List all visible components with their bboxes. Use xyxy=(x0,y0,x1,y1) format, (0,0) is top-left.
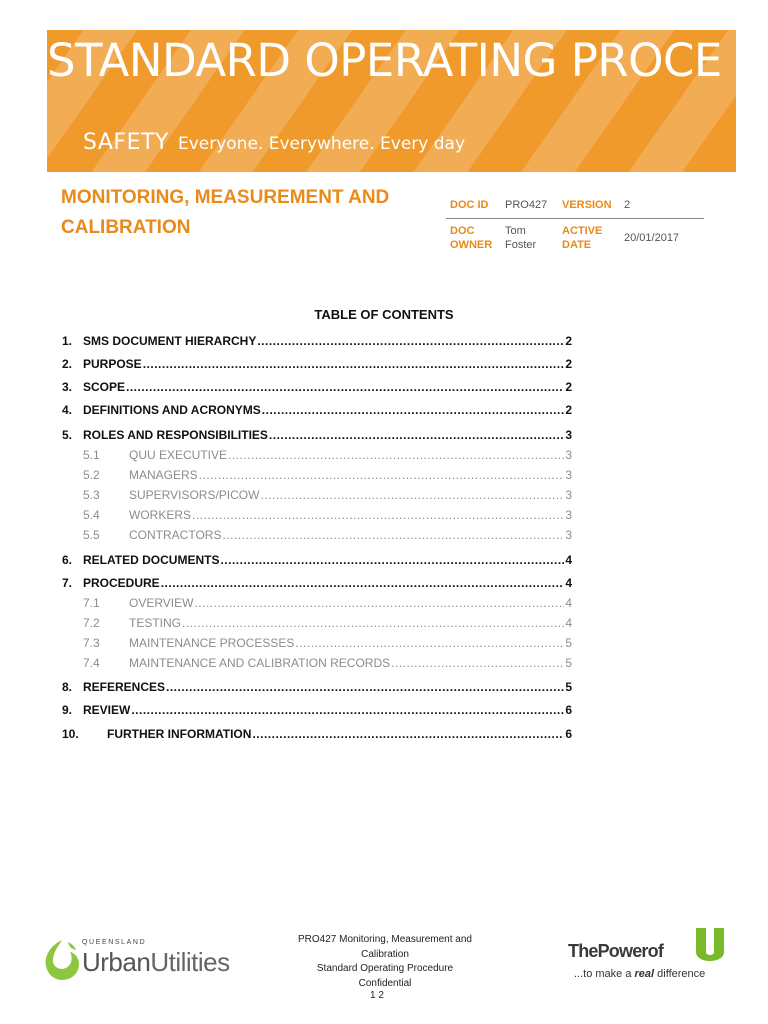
power-of-u-logo xyxy=(566,928,726,984)
active-date-label-1: ACTIVE xyxy=(562,225,603,237)
toc-entry[interactable] xyxy=(62,357,572,373)
header-banner xyxy=(47,30,736,172)
qu-logo-urban: Urban xyxy=(82,947,151,977)
toc-entry[interactable] xyxy=(62,703,572,719)
toc-entry-label: PROCEDURE xyxy=(83,576,160,590)
toc-entry-number: 7. xyxy=(62,576,73,590)
power-of-u-wordmark: ThePowerof xyxy=(568,941,664,961)
toc-entry-label: MANAGERS xyxy=(129,468,198,482)
doc-owner-value-2: Foster xyxy=(505,239,537,251)
toc-leader-dots xyxy=(228,448,564,462)
toc-entry-number: 5.5 xyxy=(83,528,100,542)
toc-entry-page: 3 xyxy=(565,488,572,502)
toc-entry[interactable] xyxy=(62,488,572,504)
toc-leader-dots xyxy=(143,357,565,371)
toc-entry[interactable] xyxy=(62,528,572,544)
toc-entry[interactable] xyxy=(62,656,572,672)
toc-entry-number: 7.1 xyxy=(83,596,100,610)
toc-leader-dots xyxy=(391,656,564,670)
toc-leader-dots xyxy=(161,576,565,590)
toc-leader-dots xyxy=(126,380,564,394)
toc-entry-page: 2 xyxy=(565,380,572,394)
toc-entry-label: REVIEW xyxy=(83,703,131,717)
toc-entry[interactable] xyxy=(62,508,572,524)
qu-logo-small-text: QUEENSLAND xyxy=(82,939,147,946)
toc-entry-page: 3 xyxy=(565,428,572,442)
toc-entry[interactable] xyxy=(62,636,572,652)
toc-entry[interactable] xyxy=(62,596,572,612)
toc-leader-dots xyxy=(222,528,564,542)
toc-leader-dots xyxy=(220,553,564,567)
tagline-prefix: ...to make a xyxy=(574,968,635,980)
toc-entry[interactable] xyxy=(62,616,572,632)
toc-entry-label: PURPOSE xyxy=(83,357,142,371)
toc-entry-page: 5 xyxy=(565,680,572,694)
safety-slogan xyxy=(83,130,465,155)
toc-entry-number: 5.4 xyxy=(83,508,100,522)
toc-entry-label: SUPERVISORS/PICOW xyxy=(129,488,260,502)
footer-line3: Standard Operating Procedure xyxy=(316,963,454,974)
toc-entry-label: QUU EXECUTIVE xyxy=(129,448,228,462)
doc-owner-label-1: DOC xyxy=(450,225,475,237)
qu-logo-wordmark xyxy=(82,947,230,978)
toc-leader-dots xyxy=(257,334,564,348)
toc-entry-number: 7.2 xyxy=(83,616,100,630)
toc-entry-label: SCOPE xyxy=(83,380,126,394)
toc-entry-number: 10. xyxy=(62,727,79,741)
u-letter-text: U xyxy=(709,962,711,963)
toc-leader-dots xyxy=(252,727,564,741)
toc-entry-page: 4 xyxy=(565,596,572,610)
toc-entry-number: 1. xyxy=(62,334,73,348)
toc-entry[interactable] xyxy=(62,380,572,396)
toc-entry[interactable] xyxy=(62,334,572,350)
footer-line2: Calibration xyxy=(361,948,409,960)
toc-entry-number: 7.4 xyxy=(83,656,100,670)
toc-entry-page: 6 xyxy=(565,703,572,717)
toc-entry[interactable] xyxy=(62,727,572,743)
toc-leader-dots xyxy=(260,488,564,502)
active-date-value: 20/01/2017 xyxy=(624,232,680,244)
toc-entry-page: 3 xyxy=(565,528,572,542)
u-letter-icon xyxy=(694,928,726,966)
toc-leader-dots xyxy=(166,680,564,694)
document-meta-table xyxy=(446,192,706,262)
toc-entry-number: 5.1 xyxy=(83,448,100,462)
toc-entry-label: WORKERS xyxy=(129,508,192,522)
toc-entry[interactable] xyxy=(62,553,572,569)
toc-entry-label: SMS DOCUMENT HIERARCHY xyxy=(83,334,257,348)
toc-entry-number: 5. xyxy=(62,428,73,442)
toc-entry-label: MAINTENANCE AND CALIBRATION RECORDS xyxy=(129,656,391,670)
toc-entry-page: 2 xyxy=(565,357,572,371)
footer-line1: PRO427 Monitoring, Measurement and xyxy=(298,934,472,945)
toc-entry-label: FURTHER INFORMATION xyxy=(107,727,252,741)
doc-id-value: PRO427 xyxy=(505,199,548,211)
toc-entry-page: 3 xyxy=(565,448,572,462)
document-title xyxy=(61,183,421,243)
footer-page-number: 1 2 xyxy=(370,990,384,1001)
toc-entry-number: 8. xyxy=(62,680,73,694)
toc-entry-page: 3 xyxy=(565,508,572,522)
toc-entry-page: 5 xyxy=(565,636,572,650)
toc-entry-number: 7.3 xyxy=(83,636,100,650)
toc-entry-page: 4 xyxy=(565,576,572,590)
toc-entry-number: 6. xyxy=(62,553,73,567)
doc-id-label: DOC ID xyxy=(450,199,489,211)
toc-entry-number: 3. xyxy=(62,380,73,394)
version-value: 2 xyxy=(624,199,631,211)
safety-motto: Everyone. Everywhere. Every day xyxy=(177,134,466,154)
tagline-emphasis: real xyxy=(634,968,655,980)
queensland-urban-utilities-logo xyxy=(42,938,230,984)
toc-leader-dots xyxy=(194,596,564,610)
toc-leader-dots xyxy=(199,468,565,482)
toc-entry-page: 5 xyxy=(565,656,572,670)
safety-word: SAFETY xyxy=(83,130,169,155)
toc-entry-label: OVERVIEW xyxy=(129,596,194,610)
toc-entry-number: 5.2 xyxy=(83,468,100,482)
toc-entry-page: 4 xyxy=(565,553,572,567)
toc-entry-page: 6 xyxy=(565,727,572,741)
toc-entry-page: 3 xyxy=(565,468,572,482)
toc-entry-page: 2 xyxy=(565,403,572,417)
qu-logo-utilities: Utilities xyxy=(150,947,230,977)
banner-title: STANDARD OPERATING PROCE xyxy=(47,34,722,87)
toc-leader-dots xyxy=(269,428,564,442)
toc-leader-dots xyxy=(262,403,565,417)
toc-entry-page: 4 xyxy=(565,616,572,630)
doc-owner-label-2: OWNER xyxy=(450,239,493,251)
toc-entry-page: 2 xyxy=(565,334,572,348)
toc-entry-label: MAINTENANCE PROCESSES xyxy=(129,636,295,650)
footer-text xyxy=(280,933,490,991)
toc-leader-dots xyxy=(192,508,564,522)
version-label: VERSION xyxy=(562,199,612,211)
footer-line4: Confidential xyxy=(358,977,412,989)
toc-entry-label: REFERENCES xyxy=(83,680,166,694)
document-title-line2: CALIBRATION xyxy=(61,217,191,238)
toc-entry-number: 5.3 xyxy=(83,488,100,502)
toc-entry[interactable] xyxy=(62,468,572,484)
toc-entry-label: DEFINITIONS AND ACRONYMS xyxy=(83,403,261,417)
toc-entry-number: 4. xyxy=(62,403,73,417)
toc-entry[interactable] xyxy=(62,680,572,696)
toc-entry[interactable] xyxy=(62,403,572,419)
toc-entry[interactable] xyxy=(62,448,572,464)
meta-divider xyxy=(446,218,704,219)
toc-entry-label: TESTING xyxy=(129,616,182,630)
toc-heading: TABLE OF CONTENTS xyxy=(314,307,454,322)
power-of-u-tagline xyxy=(574,968,705,980)
toc-entry-number: 9. xyxy=(62,703,73,717)
tagline-suffix: difference xyxy=(654,968,706,980)
toc-entry-number: 2. xyxy=(62,357,73,371)
active-date-label-2: DATE xyxy=(562,239,592,251)
toc-entry-label: CONTRACTORS xyxy=(129,528,222,542)
document-title-line1: MONITORING, MEASUREMENT AND xyxy=(61,187,390,208)
toc-entry-label: RELATED DOCUMENTS xyxy=(83,553,220,567)
toc-leader-dots xyxy=(131,703,564,717)
water-drop-icon xyxy=(42,938,82,982)
toc-entry[interactable] xyxy=(62,428,572,444)
toc-leader-dots xyxy=(295,636,564,650)
toc-leader-dots xyxy=(182,616,564,630)
toc-entry[interactable] xyxy=(62,576,572,592)
doc-owner-value-1: Tom xyxy=(505,225,526,237)
toc-entry-label: ROLES AND RESPONSIBILITIES xyxy=(83,428,268,442)
